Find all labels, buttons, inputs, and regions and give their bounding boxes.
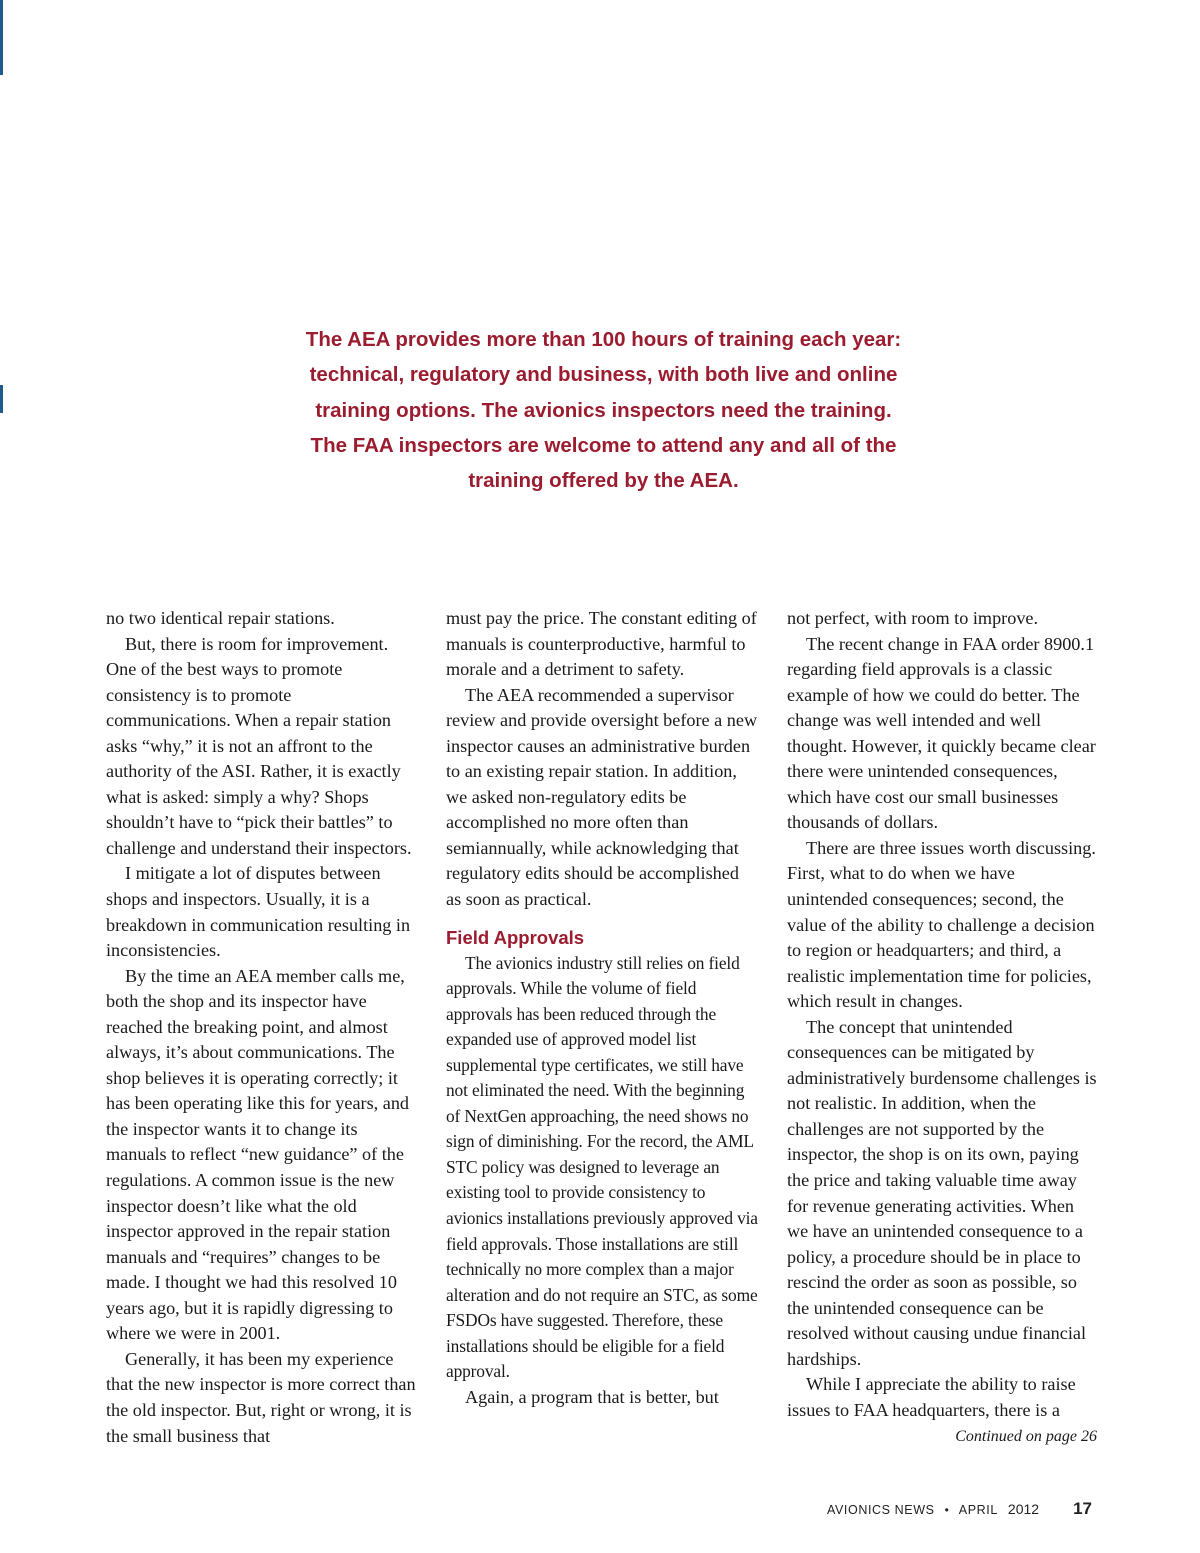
paragraph: While I appreciate the ability to raise issues to FAA headquarters, there is a xyxy=(787,1374,1076,1420)
paragraph: The recent change in FAA order 8900.1 regarding field approvals is a classic example of how we could do better. The change was well intended and well thought. However, it quickly became clear there were unintended consequences, which have cost our small businesses thousands of dollars. xyxy=(787,633,1096,833)
paragraph: The concept that unintended consequences can be mitigated by administratively burdensome challenges is not realistic. In addition, when the challenges are not supported by the inspector, the shop is on its own, paying the price and taking valuable time away for revenue generating activities. When we have an unintended consequence to a policy, a procedure should be in place to rescind the order as soon as possible, so the unintended consequence can be resolved without causing undue financial hardships. xyxy=(787,1016,1097,1369)
paragraph: not perfect, with room to improve. xyxy=(787,608,1039,628)
edge-color-bar xyxy=(0,0,3,75)
paragraph: I mitigate a lot of disputes between shops and inspectors. Usually, it is a breakdown in communication resulting in inconsistencies. xyxy=(106,863,411,961)
edge-color-bar xyxy=(0,385,3,413)
article-column-1 xyxy=(106,606,418,1449)
paragraph: The AEA recommended a supervisor review and provide oversight before a new inspector causes an administrative burden to an existing repair station. In addition, we asked non-regulatory edits be accomplished no more often than semiannually, while acknowledging that regulatory edits should be accomplished as soon as practical. xyxy=(446,684,758,910)
continued-on-page-link[interactable]: Continued on page 26 xyxy=(955,1427,1097,1445)
paragraph: no two identical repair stations. xyxy=(106,608,335,628)
paragraph: By the time an AEA member calls me, both the shop and its inspector have reached the breaking point, and almost always, it’s about communications. The shop believes it is operating correctly; it has been operating like this for years, and the inspector wants it to change its manuals to reflect “new guidance” of the regulations. A common issue is the new inspector doesn’t like what the old inspector approved in the repair station manuals and “requires” changes to be made. I thought we had this resolved 10 years ago, but it is rapidly digressing to where we were in 2001. xyxy=(106,965,410,1344)
paragraph: There are three issues worth discussing. First, what to do when we have unintended consequences; second, the value of the ability to challenge a decision to region or headquarters; and third, a realistic implementation time for policies, which result in changes. xyxy=(787,837,1096,1012)
issue-month: APRIL xyxy=(958,1503,998,1517)
issue-year: 2012 xyxy=(1007,1501,1040,1517)
page-number: 17 xyxy=(1073,1499,1092,1518)
publication-name: AVIONICS NEWS xyxy=(826,1503,935,1517)
bullet-separator: • xyxy=(944,1503,949,1517)
section-heading: Field Approvals xyxy=(446,926,585,948)
paragraph: Again, a program that is better, but xyxy=(465,1386,719,1407)
paragraph: The avionics industry still relies on field approvals. While the volume of field approvals has been reduced through the expanded use of approved model list supplemental type certificates, we still have not eliminated the need. With the beginning of NextGen approaching, the need shows no sign of diminishing. For the record, the AML STC policy was designed to leverage an existing tool to provide consistency to avionics installations previously approved via field approvals. Those installations are still technically no more complex than a major alteration and do not require an STC, as some FSDOs have suggested. Therefore, these installations should be eligible for a field approval. xyxy=(446,952,758,1382)
paragraph: Generally, it has been my experience that the new inspector is more correct than the old inspector. But, right or wrong, it is the small business that xyxy=(106,1348,416,1446)
article-column-3 xyxy=(787,606,1099,1450)
paragraph: must pay the price. The constant editing of manuals is counterproductive, harmful to morale and a detriment to safety. xyxy=(446,608,757,680)
article-column-2 xyxy=(446,606,758,1410)
pull-quote: The AEA provides more than 100 hours of training each year: technical, regulatory and business, with both live and online training options. The avionics inspectors need the training. The FAA inspectors are welcome to attend any and all of the training offered by the AEA. xyxy=(305,328,902,493)
page-footer xyxy=(827,1499,1092,1519)
paragraph: But, there is room for improvement. One of the best ways to promote consistency is to promote communications. When a repair station asks “why,” it is not an affront to the authority of the ASI. Rather, it is exactly what is asked: simply a why? Shops shouldn’t have to “pick their battles” to challenge and understand their inspectors. xyxy=(106,633,412,858)
